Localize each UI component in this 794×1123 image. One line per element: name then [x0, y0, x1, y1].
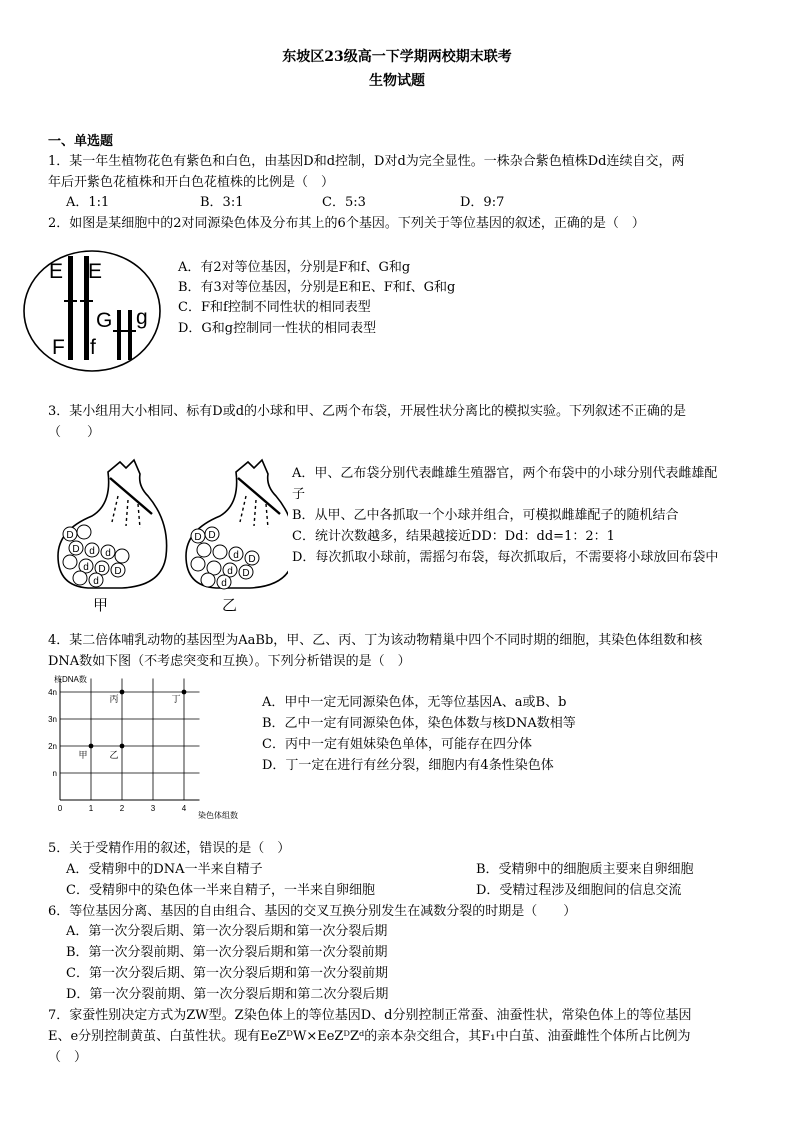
q3-option-b: B．从甲、乙中各抓取一个小球并组合，可模拟雌雄配子的随机结合	[292, 508, 679, 523]
q6-option-c: C．第一次分裂后期、第一次分裂后期和第一次分裂前期	[66, 966, 388, 981]
q3-option-a: A．甲、乙布袋分别代表雌雄生殖器官，两个布袋中的小球分别代表雌雄配	[292, 466, 718, 481]
q1-option-d: D．9:7	[460, 195, 505, 210]
x-tick-label: 1	[88, 804, 94, 813]
exam-title: 东坡区23级高一下学期两校期末联考	[282, 49, 512, 65]
q4-option-d: D．丁一定在进行有丝分裂，细胞内有4条性染色体	[262, 758, 554, 773]
ball-label: d	[93, 576, 99, 587]
q5-option-a: A．受精卵中的DNA一半来自精子	[66, 862, 263, 877]
x-tick-label: 3	[150, 804, 156, 813]
y-tick-label: 2n	[48, 742, 57, 751]
q2-option-c: C．F和f控制不同性状的相同表型	[178, 300, 371, 315]
gene-E-left: E	[49, 260, 64, 283]
gene-F: F	[52, 336, 65, 359]
chromosome-1	[68, 256, 73, 360]
data-point-label: 乙	[109, 750, 119, 760]
q6-stem: 6．等位基因分离、基因的自由组合、基因的交叉互换分别发生在减数分裂的时期是（ ）	[48, 904, 577, 919]
q6-option-a: A．第一次分裂后期、第一次分裂后期和第一次分裂后期	[66, 924, 388, 939]
q6-option-d: D．第一次分裂前期、第一次分裂后期和第二次分裂后期	[66, 987, 389, 1002]
ball-label: D	[66, 530, 74, 541]
chromosome-figure	[20, 248, 170, 376]
bag-label-jia: 甲	[93, 597, 109, 614]
q4-stem-line2: DNA数如下图（不考虑突变和互换）。下列分析错误的是（ ）	[48, 654, 411, 669]
y-tick-label: n	[52, 769, 57, 778]
gene-f: f	[90, 336, 96, 359]
gene-g: g	[136, 306, 148, 329]
q7-stem-line3: （ ）	[48, 1050, 88, 1065]
gene-E-right: E	[88, 260, 103, 283]
data-point-label: 甲	[78, 750, 88, 760]
y-tick-label: 3n	[48, 715, 57, 724]
ball-label: D	[208, 530, 216, 541]
ball-label: D	[72, 544, 80, 555]
bag-label-yi: 乙	[222, 597, 238, 614]
q5-option-d: D．受精过程涉及细胞间的信息交流	[476, 883, 682, 898]
q3-option-d: D．每次抓取小球前，需摇匀布袋，每次抓取后，不需要将小球放回布袋中	[292, 550, 719, 565]
q3-option-a-cont: 子	[292, 487, 306, 502]
y-axis-label: 核DNA数	[54, 675, 87, 684]
ball-label: d	[227, 566, 233, 577]
q4-stem-line1: 4．某二倍体哺乳动物的基因型为AaBb，甲、乙、丙、丁为该动物精巢中四个不同时期的细胞，其染色体组数和核	[48, 633, 703, 648]
ball-label: d	[83, 562, 89, 573]
q5-option-b: B．受精卵中的细胞质主要来自卵细胞	[476, 862, 694, 877]
y-tick-label: 4n	[48, 688, 57, 697]
ball-label: d	[221, 578, 227, 589]
q2-option-a: A．有2对等位基因，分别是F和f、G和g	[178, 260, 411, 275]
q1-option-b: B．3:1	[200, 195, 244, 210]
ball-label: d	[233, 550, 239, 561]
bag-jia	[58, 460, 167, 614]
x-axis-label: 染色体组数	[198, 811, 238, 820]
q4-option-c: C．丙中一定有姐妹染色单体，可能存在四分体	[262, 737, 532, 752]
chromosome-3	[117, 310, 121, 360]
q1-stem-line1: 1．某一年生植物花色有紫色和白色，由基因D和d控制，D对d为完全显性。一株杂合紫色植株Dd连续自交，两	[48, 154, 685, 169]
x-tick-label: 2	[119, 804, 125, 813]
section-heading: 一、单选题	[48, 134, 114, 149]
q7-stem-line1: 7．家蚕性别决定方式为ZW型。Z染色体上的等位基因D、d分别控制正常蚕、油蚕性状，常染色体上的等位基因	[48, 1008, 692, 1023]
data-point	[182, 690, 187, 695]
ball-label: D	[242, 568, 250, 579]
q1-option-c: C．5:3	[322, 195, 366, 210]
ball-label: D	[194, 532, 202, 543]
data-point-label: 丁	[171, 694, 181, 704]
q2-option-d: D．G和g控制同一性状的相同表型	[178, 321, 377, 336]
chromosome-dna-chart	[46, 672, 258, 822]
q3-stem-line1: 3．某小组用大小相同、标有D或d的小球和甲、乙两个布袋，开展性状分离比的模拟实验。下列叙述不正确的是	[48, 404, 687, 419]
x-tick-label: 4	[181, 804, 187, 813]
exam-subtitle: 生物试题	[369, 73, 425, 89]
q3-option-c: C．统计次数越多，结果越接近DD：Dd：dd=1：2：1	[292, 529, 615, 544]
q5-stem: 5．关于受精作用的叙述，错误的是（ ）	[48, 841, 291, 856]
q4-option-b: B．乙中一定有同源染色体，染色体数与核DNA数相等	[262, 716, 576, 731]
q2-stem: 2．如图是某细胞中的2对同源染色体及分布其上的6个基因。下列关于等位基因的叙述，正确的是（ ）	[48, 216, 645, 231]
q3-stem-line2: （ ）	[48, 425, 101, 440]
ball-label: D	[114, 566, 122, 577]
ball-label: d	[89, 546, 95, 557]
gene-G: G	[96, 309, 113, 332]
data-point-label: 丙	[109, 694, 119, 704]
ball-label: D	[98, 564, 106, 575]
q6-option-b: B．第一次分裂前期、第一次分裂后期和第一次分裂前期	[66, 945, 388, 960]
chromosome-4	[128, 310, 132, 360]
data-point	[89, 744, 94, 749]
data-point	[120, 744, 125, 749]
ball-label: d	[105, 548, 111, 559]
ball-label: D	[248, 554, 256, 565]
q2-option-b: B．有3对等位基因，分别是E和E、F和f、G和g	[178, 280, 456, 295]
q1-stem-line2: 年后开紫色花植株和开白色花植株的比例是（ ）	[48, 175, 335, 190]
q5-option-c: C．受精卵中的染色体一半来自精子，一半来自卵细胞	[66, 883, 375, 898]
q4-option-a: A．甲中一定无同源染色体，无等位基因A、a或B、b	[262, 695, 567, 710]
q1-option-a: A．1:1	[66, 195, 110, 210]
q7-stem-line2: E、e分别控制黄茧、白茧性状。现有EeZᴰW×EeZᴰZᵈ的亲本杂交组合，其F₁中白茧、油蚕雌性个体所占比例为	[48, 1029, 691, 1044]
bag-figure	[48, 456, 288, 616]
x-tick-label: 0	[57, 804, 63, 813]
bag-yi	[186, 460, 288, 614]
data-point	[120, 690, 125, 695]
